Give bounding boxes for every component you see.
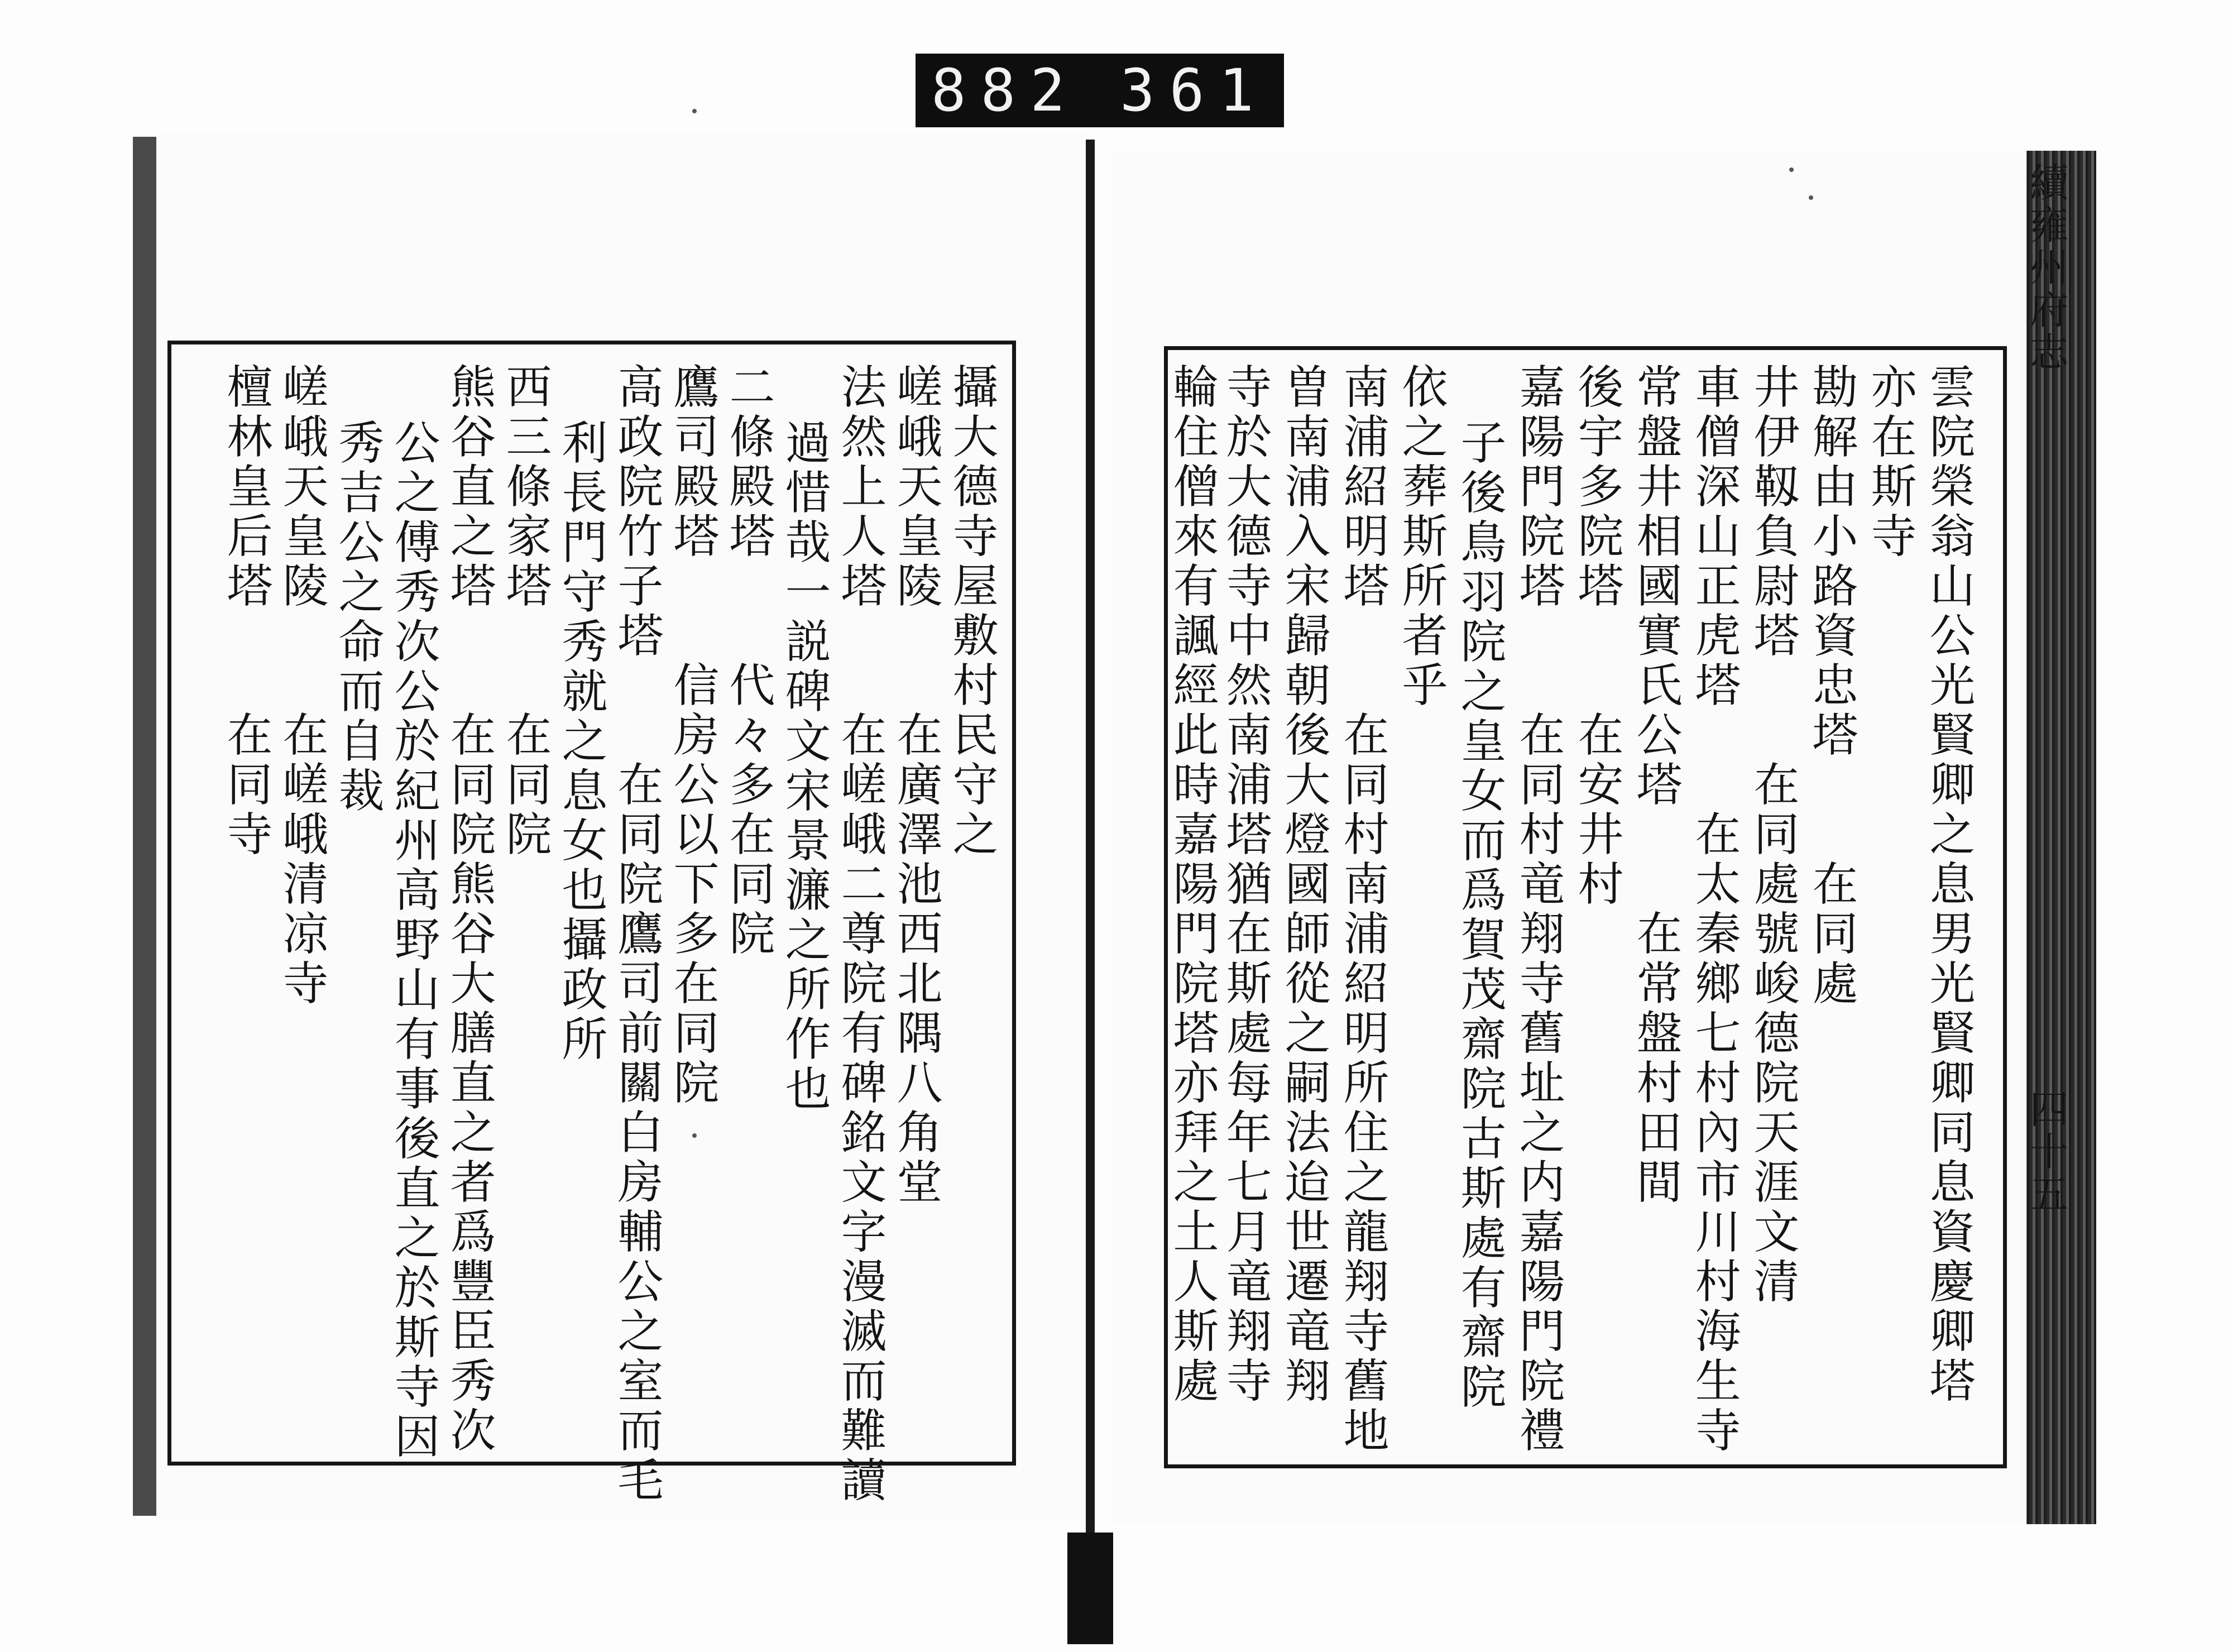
folio-number: 四十五 [2023, 1089, 2069, 1216]
text-column: 嵯峨天皇陵 在嵯峨清凉寺 [275, 363, 328, 1009]
text-column: 法然上人塔 在嵯峨二尊院有碑銘文字漫滅而難讀 [833, 363, 887, 1506]
microfilm-frame-label [916, 54, 1284, 127]
film-frame-number: 361 [1120, 56, 1268, 125]
text-column: 高政院竹子塔 在同院鷹司前關白房輔公之室而毛 [610, 363, 663, 1506]
text-column: 寺於大德寺中然南浦塔猶在斯處每年七月竜翔寺 [1219, 363, 1272, 1406]
text-column: 嵯峨天皇陵 在廣澤池西北隅八角堂 [889, 363, 942, 1208]
left-book-edge [133, 137, 160, 1516]
running-head: 續雍州府志 [2023, 162, 2069, 374]
text-column: 後宇多院塔 在安井村 [1570, 363, 1623, 909]
text-column: 鷹司殿塔 信房公以下多在同院 [666, 363, 719, 1108]
binding-gutter [1086, 140, 1095, 1602]
text-column: 檀林皇后塔 在同寺 [219, 363, 272, 860]
text-column: 亦在斯寺 [1863, 363, 1916, 562]
scan-speck [692, 109, 697, 113]
text-column: 南浦紹明塔 在同村南浦紹明所住之龍翔寺舊地 [1336, 363, 1389, 1456]
text-column: 常盤井相國實氏公塔 在常盤村田間 [1629, 363, 1682, 1208]
scan-speck [1809, 195, 1813, 200]
scan-speck [1789, 167, 1794, 172]
scan-speck [692, 1133, 697, 1138]
text-column: 二條殿塔 代々多在同院 [722, 363, 775, 959]
text-column: 車僧深山正虎塔 在太秦鄉七村內市川村海生寺 [1688, 363, 1741, 1456]
text-column: 井伊靱負尉塔 在同處號峻德院天涯文清 [1746, 363, 1799, 1307]
text-column: 秀吉公之命而自裁 [331, 419, 384, 816]
text-column: 輪住僧來有諷經此時嘉陽門院塔亦拜之土人斯處 [1166, 363, 1219, 1406]
binding-tab [1067, 1533, 1113, 1644]
film-reel-number: 882 [931, 56, 1080, 125]
text-column: 雲院榮翁山公光賢卿之息男光賢卿同息資慶卿塔 [1922, 363, 1975, 1406]
text-column: 熊谷直之塔 在同院熊谷大膳直之者爲豐臣秀次 [443, 363, 496, 1456]
text-column: 攝大德寺屋敷村民守之 [945, 363, 998, 860]
text-column: 勘解由小路資忠塔 在同處 [1805, 363, 1858, 1009]
text-column: 嘉陽門院塔 在同村竜翔寺舊址之内嘉陽門院禮 [1512, 363, 1565, 1456]
text-column: 子後鳥羽院之皇女而爲賀茂齋院古斯處有齋院 [1453, 419, 1506, 1412]
text-column: 西三條家塔 在同院 [499, 363, 552, 860]
text-column: 曽南浦入宋歸朝後大燈國師從之嗣法迨世遷竜翔 [1277, 363, 1330, 1406]
text-column: 過惜哉一説碑文宋景濂之所作也 [778, 419, 831, 1114]
text-column: 依之葬斯所者乎 [1395, 363, 1448, 711]
text-column: 公之傅秀次公於紀州高野山有事後直之於斯寺因 [387, 419, 440, 1462]
text-column: 利長門守秀就之息女也攝政所 [554, 419, 607, 1065]
